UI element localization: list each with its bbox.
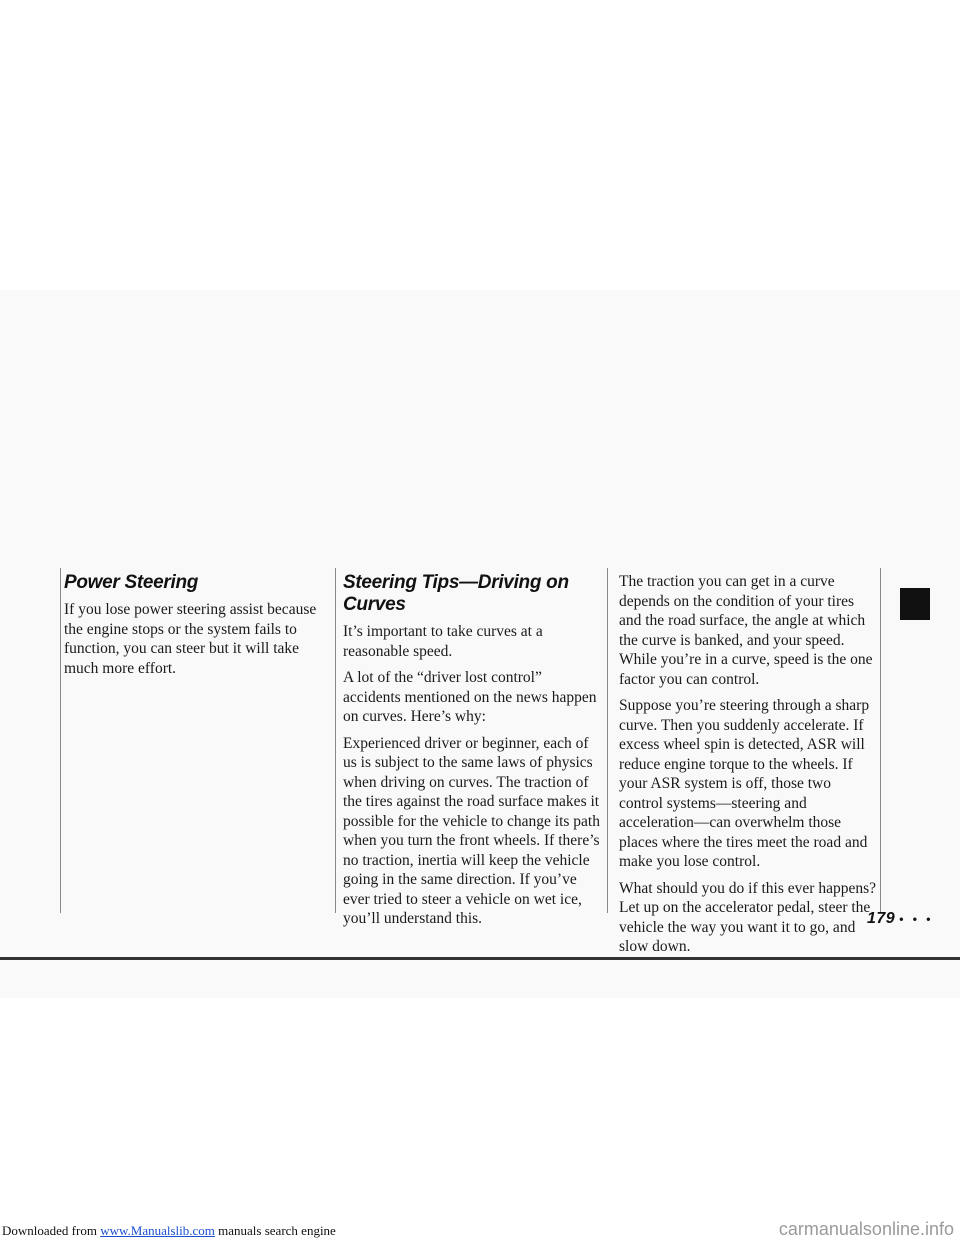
page-number-value: 179 xyxy=(867,910,896,927)
paragraph: Suppose you’re steering through a sharp curve. Then you suddenly accelerate. If excess wheel spin is detected, ASR will reduce engine torque to the wheels. If your ASR system is off, those two control systems—steering and acceleration—can overwhelm those places where the tires meet the road and make you lose control. xyxy=(619,697,870,870)
heading-power-steering: Power Steering xyxy=(64,572,199,593)
footer-suffix: manuals search engine xyxy=(214,1223,336,1238)
footer-prefix: Downloaded from xyxy=(2,1223,101,1238)
paragraph: A lot of the “driver lost control” accidents mentioned on the news happen on curves. Here’s why: xyxy=(343,669,597,725)
paragraph: If you lose power steering assist because the engine stops or the system fails to function, you can steer but it will take much more effort. xyxy=(64,601,317,677)
paragraph: The traction you can get in a curve depends on the condition of your tires and the road surface, the angle at which the curve is banked, and your speed. While you’re in a curve, speed is the one factor you can control. xyxy=(619,573,873,688)
paragraph: What should you do if this ever happens? Let up on the accelerator pedal, steer the vehicle the way you want it to go, and slow down. xyxy=(619,879,876,955)
download-footer xyxy=(2,1223,336,1239)
column-power-steering xyxy=(64,572,326,685)
page-number-dots: • • • xyxy=(899,912,934,926)
paragraph: Experienced driver or beginner, each of us is subject to the same laws of physics when driving on curves. The traction of the tires against the road surface makes it possible for the vehicle to change its path when you turn the front wheels. If there’s no traction, inertia will keep the vehicle going in the same direction. If you’ve ever tried to steer a vehicle on wet ice, you’ll understand this. xyxy=(343,734,600,927)
page-number xyxy=(867,910,933,928)
section-tab-marker xyxy=(900,588,930,620)
column-traction xyxy=(619,572,877,964)
column-rule-left xyxy=(60,568,61,913)
bottom-rule xyxy=(0,957,960,960)
column-steering-tips xyxy=(343,572,601,936)
heading-steering-tips: Steering Tips—Driving on Curves xyxy=(343,572,569,615)
watermark: carmanualsonline.info xyxy=(778,1219,954,1239)
manualslib-link[interactable]: www.Manualslib.com xyxy=(100,1223,215,1238)
column-rule-right-a xyxy=(607,568,608,913)
column-rule-right-b xyxy=(880,568,881,913)
paragraph: It’s important to take curves at a reasonable speed. xyxy=(343,623,543,660)
column-rule-middle xyxy=(335,568,336,913)
